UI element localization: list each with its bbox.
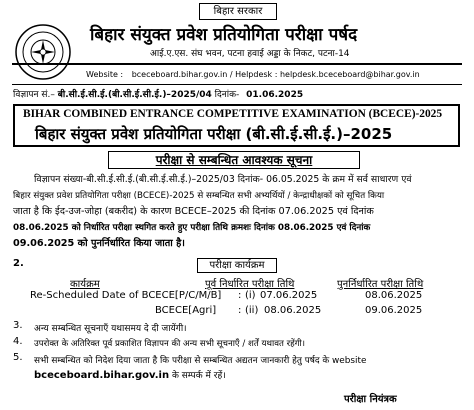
point-4-number: 4.	[13, 336, 23, 347]
point-5-number: 5.	[13, 352, 23, 363]
para-line-2: बिहार संयुक्त प्रवेश प्रतियोगिता परीक्षा (BCECE)-2025 से सम्बन्धित सभी अभ्यर्थियों / केन्द्राधीक्षकों को सूचित किया	[13, 191, 385, 201]
contact-line	[86, 70, 420, 79]
row-2-separator: :	[238, 305, 242, 316]
item-2-number: 2.	[13, 258, 24, 269]
para-line-5: 09.06.2025 को पुनर्निर्धारित किया जाता है।	[13, 238, 185, 249]
exam-title-english: BIHAR COMBINED ENTRANCE COMPETITIVE EXAMINATION (BCECE)-2025	[23, 108, 443, 120]
notice-ref-number: बी.सी.ई.सी.ई.(बी.सी.ई.सी.ई.)–2025/04	[57, 90, 212, 100]
point-4-text: उपरोक्त के अतिरिक्त पूर्व प्रकाशित विज्ञापन की अन्य सभी सूचनाएँ / शर्तें यथावत रहेंगी।	[34, 339, 306, 349]
website-label: Website :	[86, 70, 124, 79]
notice-subject: परीक्षा से सम्बन्धित आवश्यक सूचना	[108, 151, 360, 169]
point-5-website[interactable]: bceceboard.bihar.gov.in	[34, 370, 170, 381]
point-3-text: अन्य सम्बन्धित सूचनाएँ यथासमय दे दी जायेंगी।	[34, 324, 187, 334]
row-2-previous-date: 08.06.2025	[264, 305, 322, 316]
helpdesk-label: / Helpdesk :	[229, 70, 278, 79]
exam-title-box	[13, 104, 460, 147]
row-1-index: (i)	[245, 290, 256, 301]
para-line-3: जाता है कि ईद-उज-जोहा (बकरीद) के कारण BCECE–2025 की दिनांक 07.06.2025 एवं दिनांक	[13, 206, 374, 217]
row-1-new-date: 08.06.2025	[365, 290, 423, 301]
website-link[interactable]: bceceboard.bihar.gov.in	[131, 70, 228, 79]
col-header-new-date: पुनर्निर्धारित परीक्षा तिथि	[337, 279, 424, 290]
board-name-hindi: बिहार संयुक्त प्रवेश प्रतियोगिता परीक्षा पर्षद	[90, 25, 358, 45]
schedule-title: परीक्षा कार्यक्रम	[197, 258, 277, 273]
notice-date: 01.06.2025	[246, 90, 304, 100]
contact-divider	[12, 84, 462, 85]
row-2-program: BCECE[Agri]	[155, 305, 217, 316]
point-5-continuation	[34, 368, 226, 381]
notice-reference	[13, 87, 303, 100]
signature-designation: परीक्षा नियंत्रक	[344, 394, 397, 405]
row-2-new-date: 09.06.2025	[365, 305, 423, 316]
row-2-index: (ii)	[245, 305, 259, 316]
col-header-program: कार्यक्रम	[70, 279, 100, 290]
point-3-number: 3.	[13, 320, 23, 331]
point-5-rest: के सम्पर्क में रहें।	[169, 371, 226, 381]
row-1-previous-date: 07.06.2025	[260, 290, 318, 301]
helpdesk-email[interactable]: helpdesk.bceceboard@bihar.gov.in	[279, 70, 420, 79]
board-address: आई.ए.एस. संघ भवन, पटना हवाई अड्डा के निकट, पटना-14	[150, 49, 350, 59]
notice-ref-label: विज्ञापन सं.–	[13, 90, 55, 100]
header-divider	[12, 63, 462, 65]
government-label: बिहार सरकार	[199, 3, 277, 20]
board-emblem-icon	[14, 23, 72, 81]
para-line-1: विज्ञापन संख्या-बी.सी.ई.सी.ई.(बी.सी.ई.सी.ई.)–2025/03 दिनांक- 06.05.2025 के क्रम में सर्व साधारण एवं	[34, 174, 412, 185]
para-line-4: 08.06.2025 को निर्धारित परीक्षा स्थगित करते हुए परीक्षा तिथि क्रमशः दिनांक 08.06.2025 एवं दिनांक	[13, 223, 371, 233]
notice-date-label: दिनांक-	[214, 90, 240, 100]
col-header-previous-date: पूर्व निर्धारित परीक्षा तिथि	[205, 279, 295, 290]
row-1-program: Re-Scheduled Date of BCECE[P/C/M/B]	[30, 290, 222, 301]
exam-title-hindi: बिहार संयुक्त प्रवेश प्रतियोगिता परीक्षा (बी.सी.ई.सी.ई.)–2025	[35, 125, 393, 143]
point-5-text: सभी सम्बन्धित को निदेश दिया जाता है कि परीक्षा से सम्बन्धित अद्यतन जानकारी हेतु पर्षद के website	[34, 356, 367, 366]
row-1-separator: :	[238, 290, 242, 301]
